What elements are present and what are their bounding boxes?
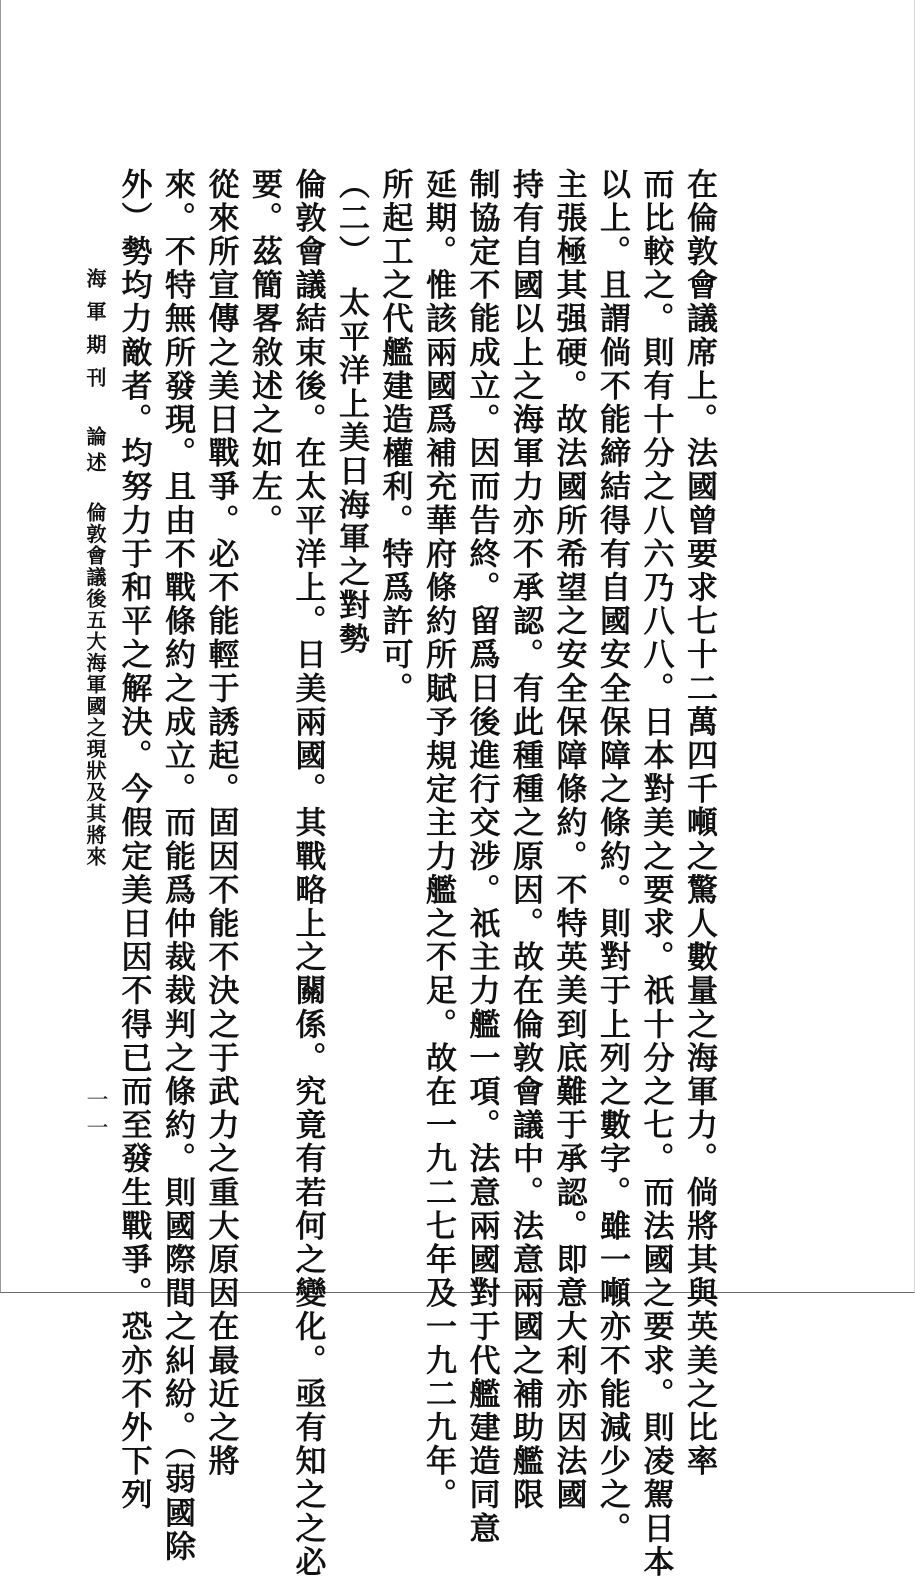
- text-column-13: 來。不特無所發現。且由不戰條約之成立。而能爲仲裁裁判之條約。則國際間之糾紛。（弱國除: [159, 168, 195, 1564]
- running-footer: [83, 268, 107, 1228]
- article-body: [111, 168, 720, 1579]
- section-name: 論述: [83, 426, 107, 478]
- page-number: 一一: [83, 1088, 108, 1144]
- section-heading: （二） 太平洋上美日海軍之對勢: [333, 168, 369, 657]
- text-column-1: 在倫敦會議席上。法國曾要求七十二萬四千噸之驚人數量之海軍力。倘將其與英美之比率: [681, 168, 717, 1479]
- text-column-12: 從來所宣傳之美日戰爭。必不能輕于誘起。固因不能不決之于武力之重大原因在最近之將: [202, 168, 239, 1479]
- text-column-14: 外）勢均力敵者。均努力于和平之解決。今假定美日因不得已而至發生戰爭。恐亦不外下列: [115, 168, 152, 1512]
- text-column-10: 倫敦會議結束後。在太平洋上。日美兩國。其戰略上之關係。究竟有若何之變化。亟有知之之必: [289, 168, 326, 1579]
- journal-title: 海軍期刊: [83, 268, 107, 400]
- text-column-6: 制協定不能成立。因而告終。留爲日後進行交涉。祇主力艦一項。法意兩國對于代艦建造同意: [463, 168, 500, 1546]
- text-column-5: 持有自國以上之海軍力亦不承認。有此種種之原因。故在倫敦會議中。法意兩國之補助艦限: [507, 168, 543, 1512]
- article-title: 倫敦會議後五大海軍國之現狀及其將來: [83, 502, 107, 868]
- text-column-2: 而比較之。則有十分之八六乃八八。日本對美之要求。祇十分之七。而法國之要求。則凌駕日本: [637, 168, 674, 1579]
- text-column-11: 要。茲簡畧敘述之如左。: [246, 168, 282, 538]
- text-column-4: 主張極其强硬。故法國所希望之安全保障條約。不特英美到底難于承認。即意大利亦因法國: [550, 168, 587, 1512]
- text-column-8: 所起工之代艦建造權利。特爲許可。: [376, 168, 413, 706]
- text-column-3: 以上。且謂倘不能締結得有自國安全保障之條約。則對于上列之數字。雖一噸亦不能減少之。: [594, 168, 630, 1546]
- text-column-7: 延期。惟該兩國爲補充華府條約所賦予規定主力艦之不足。故在一九二七年及一九二九年。: [420, 168, 456, 1512]
